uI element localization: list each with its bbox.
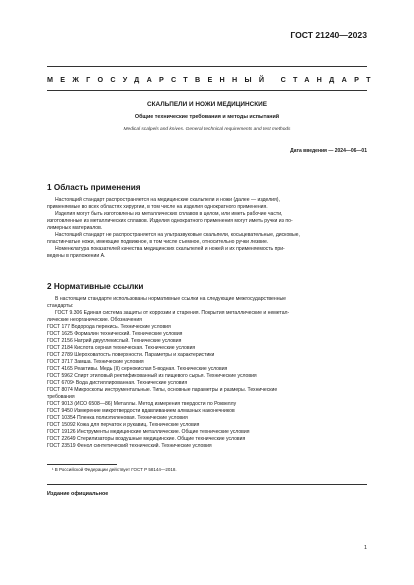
normative-reference: требования: [47, 394, 75, 400]
normative-reference: ГОСТ 23519 Фенол синтетический технический. Технические условия: [47, 443, 212, 449]
document-subtitle: Общие технические требования и методы испытаний: [134, 114, 280, 120]
section-1-line: пластинчатые ножи, имеющие подвижное, в том числе съемное, относительно ручки лезвие.: [47, 239, 269, 245]
section-2-intro-line: лические неорганические. Обозначения: [47, 317, 142, 323]
section-1-line: Изделия могут быть изготовлены из металлических сплавов в целом, или иметь рабочие части,: [55, 211, 283, 217]
official-edition-label: Издание официальное: [47, 491, 109, 497]
normative-reference: ГОСТ 2156 Натрий двууглекислый. Технические условия: [47, 338, 182, 344]
page-number: 1: [364, 545, 367, 551]
normative-reference: ГОСТ 177 Водорода перекись. Технические условия: [47, 324, 171, 330]
edition-rule: [47, 484, 367, 485]
normative-reference: ГОСТ 8074 Микроскопы инструментальные. Типы, основные параметры и размеры. Технические: [47, 387, 278, 393]
normative-reference: ГОСТ 22649 Стерилизаторы воздушные медицинские. Общие технические условия: [47, 436, 246, 442]
section-1-line: Номенклатура показателей качества медицинских скальпелей и ножей и их применяемость при-: [55, 246, 285, 252]
banner-bottom-rule: [47, 90, 367, 91]
document-title: СКАЛЬПЕЛИ И НОЖИ МЕДИЦИНСКИЕ: [147, 101, 267, 108]
normative-reference: ГОСТ 6709¹ Вода дистиллированная. Технические условия: [47, 380, 188, 386]
section-1-line: ведены в приложении А.: [47, 253, 106, 259]
english-title: Medical scalpels and knives. General technical requirements and test methods: [123, 127, 291, 132]
section-2-heading: 2 Нормативные ссылки: [47, 282, 144, 291]
section-1-line: Настоящий стандарт распространяется на медицинские скальпели и ножи (далее — изделия),: [55, 197, 280, 203]
interstate-standard-banner: МЕЖГОСУДАРСТВЕННЫЙ СТАНДАРТ: [47, 75, 378, 84]
section-2-intro-line: В настоящем стандарте использованы нормативные ссылки на следующие межгосударственные: [55, 296, 287, 302]
normative-reference: ГОСТ 4165 Реактивы. Медь (II) сернокислая 5-водная. Технические условия: [47, 366, 228, 372]
section-2-intro-line: ГОСТ 9.306 Единая система защиты от коррозии и старения. Покрытия металлические и неметал-: [55, 310, 290, 316]
introduction-date: Дата введения — 2024—06—01: [290, 148, 367, 154]
normative-reference: ГОСТ 2789 Шероховатость поверхности. Параметры и характеристики: [47, 352, 215, 358]
banner-top-rule: [47, 66, 367, 67]
normative-reference: ГОСТ 15092 Кожа для перчаток и рукавиц. Технические условия: [47, 422, 200, 428]
footnote: ¹ В Российской Федерации действует ГОСТ Р 58144—2018.: [52, 467, 177, 472]
normative-reference: ГОСТ 10354 Пленка полиэтиленовая. Технические условия: [47, 415, 188, 421]
normative-reference: ГОСТ 9450 Измерение микротвердости вдавливанием алмазных наконечников: [47, 408, 235, 414]
normative-reference: ГОСТ 19126 Инструменты медицинские металлические. Общие технические условия: [47, 429, 250, 435]
document-code: ГОСТ 21240—2023: [290, 30, 367, 40]
normative-reference: ГОСТ 5962 Спирт этиловый ректификованный из пищевого сырья. Технические условия: [47, 373, 257, 379]
footnote-rule: [47, 464, 117, 465]
section-1-line: изготовленные из металлических сплавов. Изделия однократного применения могут иметь ручки из по-: [47, 218, 293, 224]
normative-reference: ГОСТ 3717 Замша. Технические условия: [47, 359, 144, 365]
section-1-line: Настоящий стандарт не распространяется на ультразвуковые скальпели, косыцевательные, дисковые,: [55, 232, 300, 238]
normative-reference: ГОСТ 1625 Формалин технический. Технические условия: [47, 331, 183, 337]
section-2-intro-line: стандарты:: [47, 303, 74, 309]
normative-reference: ГОСТ 2184 Кислота серная техническая. Технические условия: [47, 345, 196, 351]
normative-reference: ГОСТ 9013 (ИСО 6508—86) Металлы. Метод измерения твердости по Роквеллу: [47, 401, 237, 407]
section-1-line: применяемые во всех областях хирургии, в том числе на изделия однократного применения.: [47, 204, 268, 210]
section-1-heading: 1 Область применения: [47, 183, 141, 192]
section-1-line: лимерных материалов.: [47, 225, 103, 231]
